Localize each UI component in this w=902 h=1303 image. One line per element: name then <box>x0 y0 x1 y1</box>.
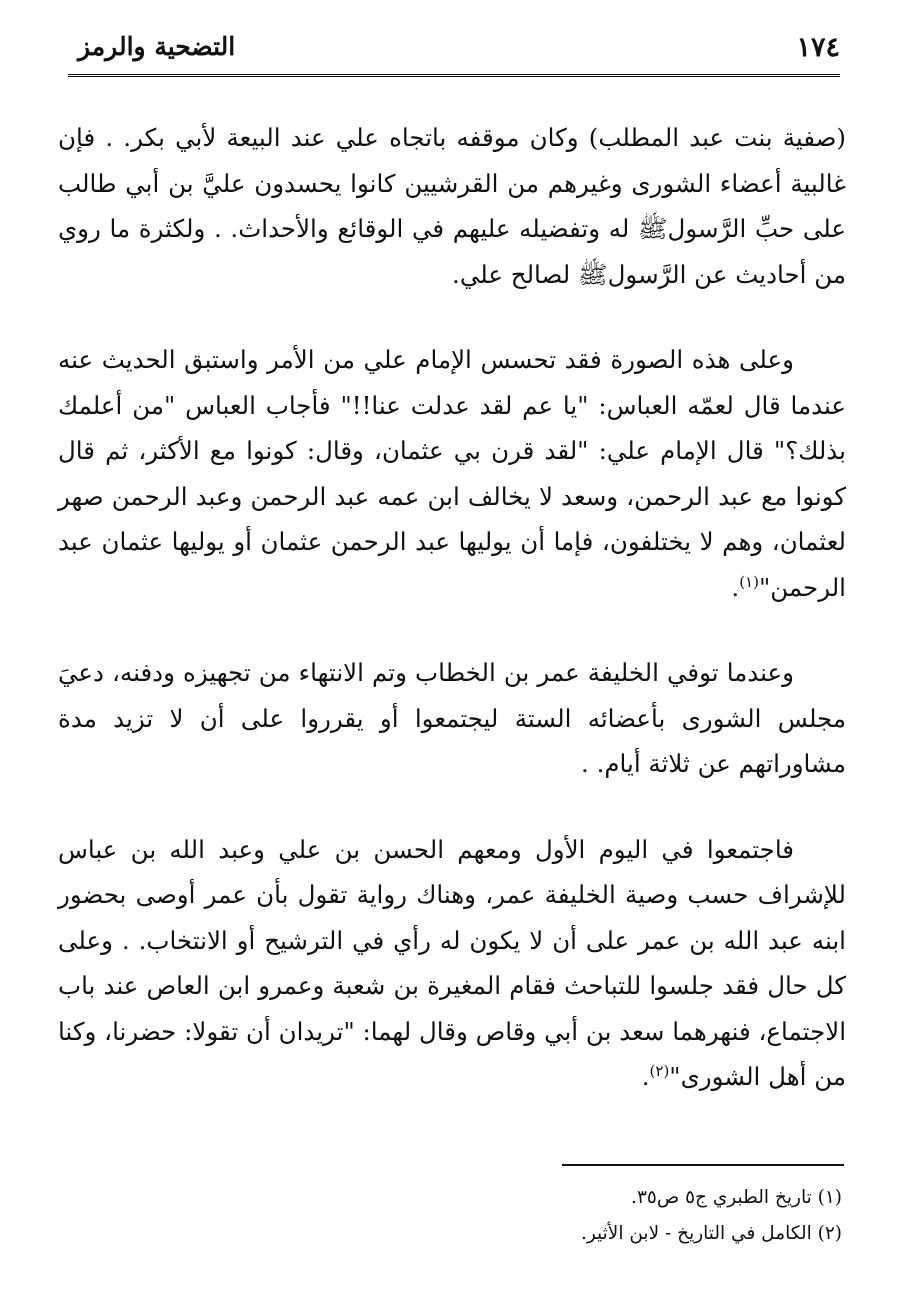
paragraph-2-text: وعلى هذه الصورة فقد تحسس الإمام علي من الأمر واستبق الحديث عنه عندما قال لعمّه العباس: "يا عم لقد عدلت عنا!!" فأجاب العباس "من أعلمك بذلك؟" قال الإمام علي: "لقد قرن بي عثمان، وقال: كونوا مع الأكثر، ثم قال كونوا مع عبد الرحمن، وسعد لا يخالف ابن عمه عبد الرحمن وعبد الرحمن صهر لعثمان، وهم لا يختلفون، فإما أن يوليها عبد الرحمن عثمان أو يوليها عثمان عبد الرحمن" <box>58 345 846 602</box>
footnote-ref-2: (٢) <box>649 1061 670 1080</box>
paragraph-4 <box>58 827 846 1100</box>
footnote-2: (٢) الكامل في التاريخ - لابن الأثير. <box>580 1223 842 1244</box>
paragraph-4-end: . <box>641 1062 650 1091</box>
paragraph-3 <box>58 650 846 787</box>
paragraph-1-text: (صفية بنت عبد المطلب) وكان موقفه باتجاه علي عند البيعة لأبي بكر. . فإن غالبية أعضاء الشورى وغيرهم من القرشيين كانوا يحسدون عليَّ بن أبي طالب على حبِّ الرَّسولﷺ له وتفضيله عليهم في الوقائع والأحداث. . ولكثرة ما روي من أحاديث عن الرَّسولﷺ لصالح علي. <box>58 123 846 289</box>
paragraph-2 <box>58 337 846 610</box>
header-rule <box>68 74 840 77</box>
body-text <box>58 115 846 1140</box>
paragraph-2-end: . <box>731 572 740 602</box>
paragraph-3-text: وعندما توفي الخليفة عمر بن الخطاب وتم الانتهاء من تجهيزه ودفنه، دعيَ مجلس الشورى بأعضائه الستة ليجتمعوا أو يقرروا على أن لا تزيد مدة مشاوراتهم عن ثلاثة أيام. . <box>58 658 846 778</box>
paragraph-1 <box>58 115 846 297</box>
footnote-ref-1: (١) <box>739 572 759 591</box>
page-header <box>68 30 840 74</box>
footnotes <box>60 1180 842 1252</box>
footnote-rule <box>562 1164 844 1166</box>
paragraph-4-text: فاجتمعوا في اليوم الأول ومعهم الحسن بن علي وعبد الله بن عباس للإشراف حسب وصية الخليفة عمر، وهناك رواية تقول بأن عمر أوصى بحضور ابنه عبد الله بن عمر على أن لا يكون له رأي في الترشيح أو الانتخاب. . وعلى كل حال فقد جلسوا للتباحث فقام المغيرة بن شعبة وعمرو ابن العاص عند باب الاجتماع، فنهرهما سعد بن أبي وقاص وقال لهما: "تريدان أن تقولا: حضرنا، وكنا من أهل الشورى" <box>58 834 846 1091</box>
page-number: ١٧٤ <box>796 32 840 63</box>
footnote-1: (١) تاريخ الطبري ج٥ ص٣٥. <box>631 1187 842 1208</box>
running-title: التضحية والرمز <box>78 32 236 61</box>
